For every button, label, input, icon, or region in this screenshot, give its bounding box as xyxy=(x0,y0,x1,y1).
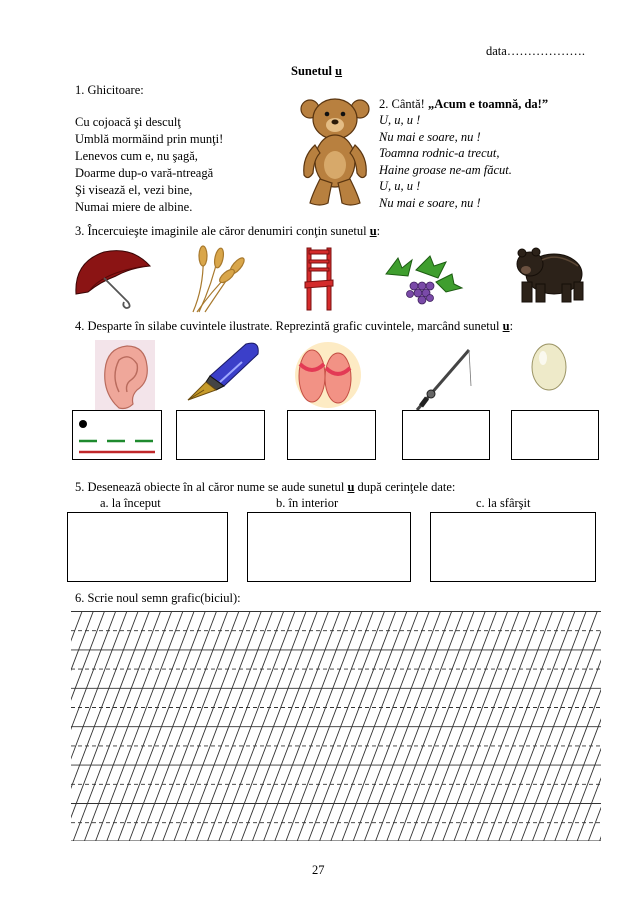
drawing-box-end[interactable] xyxy=(430,512,596,582)
ex5-label-interior: b. în interior xyxy=(276,496,339,510)
riddle-text xyxy=(75,114,223,216)
ex3-letter: u xyxy=(369,224,377,238)
grapes-image[interactable] xyxy=(380,248,464,314)
ex4-text: 4. Desparte în silabe cuvintele ilustrate. Reprezintă grafic cuvintele, marcând sunetul xyxy=(75,319,503,333)
title-letter: u xyxy=(335,64,343,78)
ex3-instruction xyxy=(75,223,380,240)
ex5-instruction xyxy=(75,479,455,496)
song-line: Toamna rodnic-a trecut, xyxy=(379,146,500,160)
ex6-instruction: 6. Scrie noul semn grafic(biciul): xyxy=(75,591,241,605)
answer-box-egg[interactable] xyxy=(511,410,599,460)
answer-box-ear[interactable] xyxy=(72,410,162,460)
ear-image[interactable] xyxy=(95,340,155,412)
ex4-letter: u xyxy=(502,319,510,333)
ex5-label-end: c. la sfârşit xyxy=(476,496,531,510)
ex5-text-prefix: 5. Desenează obiecte în al căror nume se aude sunetul xyxy=(75,480,348,494)
ex3-suffix: : xyxy=(376,224,381,238)
answer-box-pen[interactable] xyxy=(176,410,265,460)
handwriting-practice-area[interactable] xyxy=(71,611,601,841)
ex5-letter: u xyxy=(347,480,355,494)
syllable-scheme-example xyxy=(73,411,161,459)
riddle-line: Doarme dup-o vară-ntreagă xyxy=(75,166,214,180)
riddle-line: Cu cojoacă şi desculţ xyxy=(75,115,181,129)
title-prefix: Sunetul xyxy=(291,64,336,78)
umbrella-image[interactable] xyxy=(70,244,154,316)
ex3-text: 3. Încercuieşte imaginile ale căror denumiri conţin sunetul xyxy=(75,224,370,238)
song-title: „Acum e toamnă, da!” xyxy=(427,97,549,111)
fishing-rod-image[interactable] xyxy=(413,346,475,412)
page-title xyxy=(291,63,342,80)
song-line: U, u, u ! xyxy=(379,113,421,127)
drawing-box-interior[interactable] xyxy=(247,512,411,582)
wheat-image[interactable] xyxy=(183,244,249,314)
egg-image[interactable] xyxy=(530,340,568,392)
teddy-bear-image xyxy=(298,95,372,207)
song-line: U, u, u ! xyxy=(379,179,421,193)
song-lyrics xyxy=(379,112,512,211)
song-line: Nu mai e soare, nu ! xyxy=(379,129,481,144)
song-line: Haine groase ne-am făcut. xyxy=(379,162,512,177)
ex2-heading xyxy=(379,96,548,113)
bear-image[interactable] xyxy=(512,238,584,306)
date-label: data………………. xyxy=(486,44,585,58)
riddle-line: Şi visează el, vezi bine, xyxy=(75,183,193,197)
pen-image[interactable] xyxy=(180,340,262,404)
answer-box-fishing-rod[interactable] xyxy=(402,410,490,460)
slippers-image[interactable] xyxy=(284,342,372,408)
song-line: Nu mai e soare, nu ! xyxy=(379,195,481,210)
drawing-box-beginning[interactable] xyxy=(67,512,228,582)
ex2-heading-prefix: 2. Cântă! xyxy=(379,97,428,111)
ex4-suffix: : xyxy=(509,319,514,333)
answer-box-slippers[interactable] xyxy=(287,410,376,460)
riddle-line: Umblă mormăind prin munţi! xyxy=(75,132,224,146)
page-number: 27 xyxy=(312,863,325,877)
ex5-text-suffix: după cerinţele date: xyxy=(354,480,456,494)
ex5-label-beginning: a. la început xyxy=(100,496,161,510)
riddle-line: Lenevos cum e, nu şagă, xyxy=(75,149,198,163)
ex1-heading: 1. Ghicitoare: xyxy=(75,83,144,97)
ex4-instruction xyxy=(75,318,513,335)
riddle-line: Numai miere de albine. xyxy=(75,200,193,214)
chair-image[interactable] xyxy=(303,246,335,312)
